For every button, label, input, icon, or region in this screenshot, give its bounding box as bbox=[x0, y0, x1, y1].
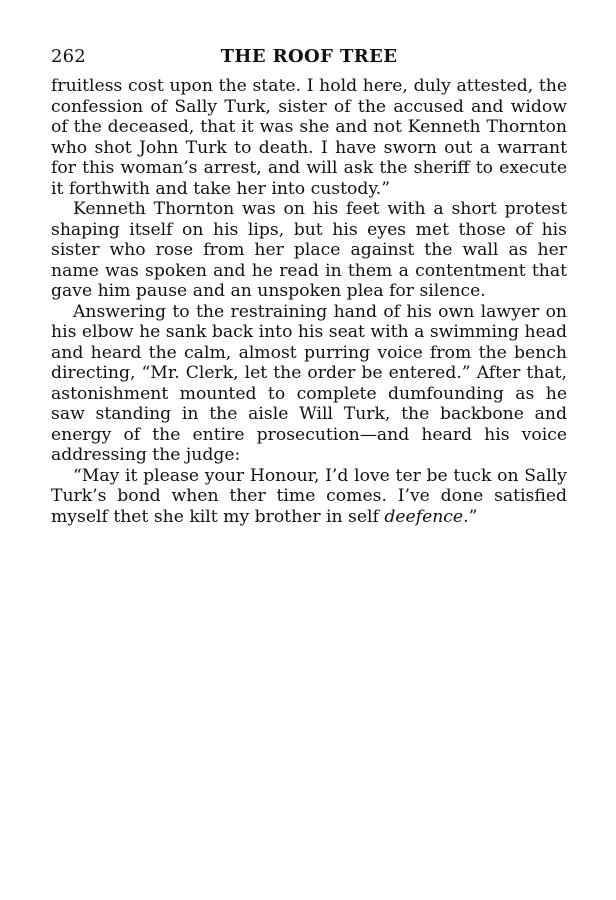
paragraph-4-closing-quote: ” bbox=[468, 506, 478, 527]
paragraph-1: fruitless cost upon the state. I hold here, duly attested, the confession of Sally Turk, sister of the accused and widow of the deceased, that it was she and not Kenneth Thornton who shot John Turk to death. I have sworn out a warrant for this woman’s arrest, and will ask the sheriff to execute it forthwith and take her into custody.” bbox=[51, 76, 567, 199]
page-header bbox=[51, 44, 567, 70]
paragraph-4-italic: deefence. bbox=[384, 506, 469, 527]
body-text bbox=[51, 76, 567, 527]
running-title: THE ROOF TREE bbox=[220, 46, 398, 67]
paragraph-2: Kenneth Thornton was on his feet with a short protest shaping itself on his lips, but his eyes met those of his sister who rose from her place against the wall as her name was spoken and he read in them a contentment that gave him pause and an unspoken plea for silence. bbox=[51, 199, 567, 301]
paragraph-4 bbox=[51, 466, 567, 528]
page-number: 262 bbox=[51, 46, 86, 67]
paragraph-4-text: “May it please your Honour, I’d love ter be tuck on Sally Turk’s bond when ther time comes. I’ve done satisfied myself thet she kilt my brother in self bbox=[51, 465, 567, 527]
paragraph-3: Answering to the restraining hand of his own lawyer on his elbow he sank back into his seat with a swimming head and heard the calm, almost purring voice from the bench directing, “Mr. Clerk, let the order be entered.” After that, astonishment mounted to complete dumfounding as he saw standing in the aisle Will Turk, the backbone and energy of the entire prosecution—and heard his voice addressing the judge: bbox=[51, 301, 567, 465]
